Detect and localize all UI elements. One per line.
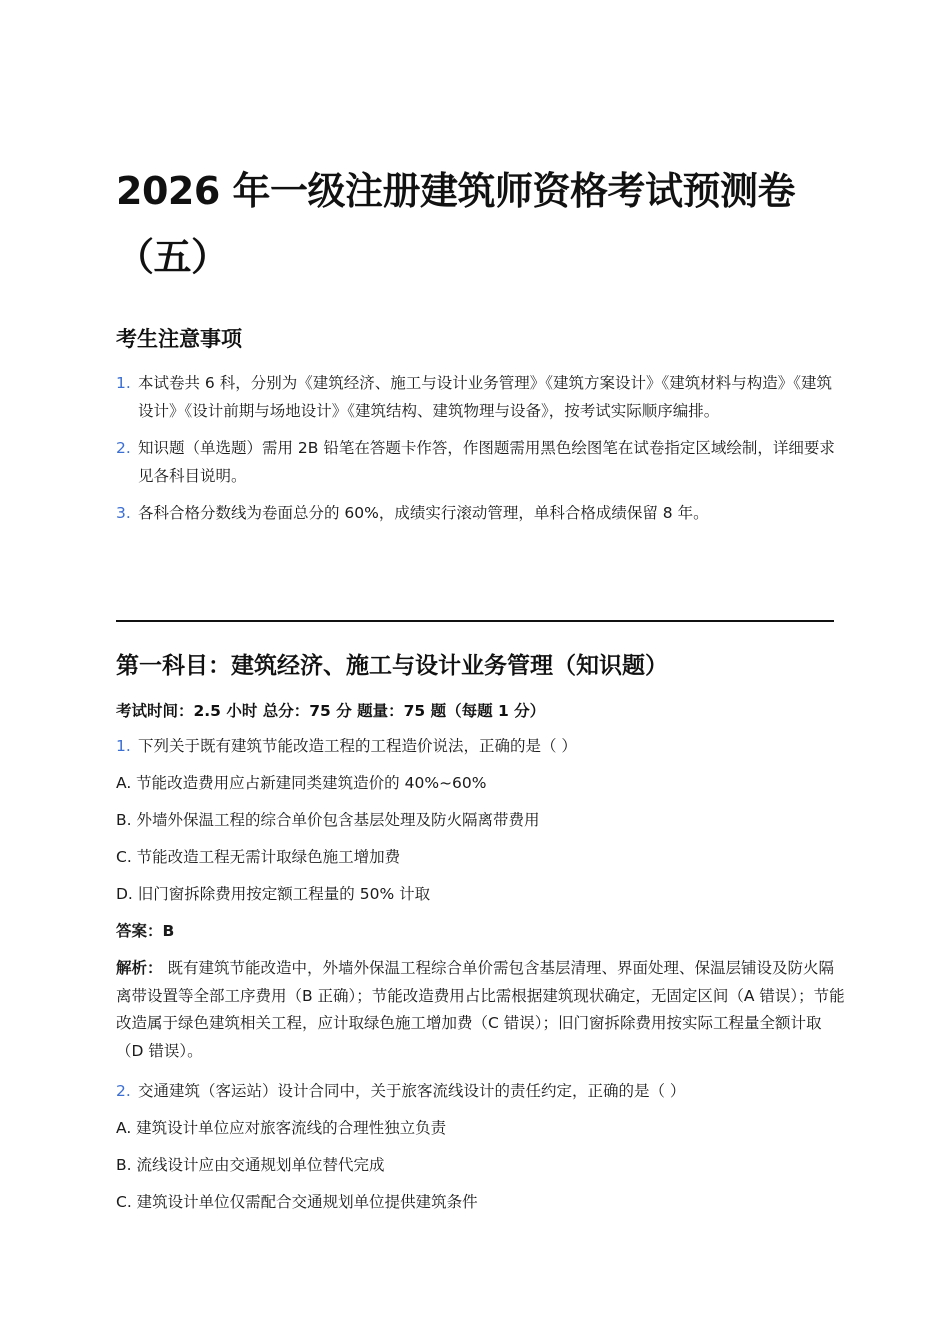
- question-number: 1.: [116, 737, 131, 755]
- answer-value: B: [162, 922, 175, 940]
- option-d: D. 旧门窗拆除费用按定额工程量的 50% 计取: [116, 885, 431, 903]
- option-b: B. 流线设计应由交通规划单位替代完成: [116, 1156, 385, 1174]
- answer-line: [116, 918, 846, 945]
- question-number: 2.: [116, 1082, 131, 1100]
- question-2: [116, 1078, 846, 1226]
- question-stem: [116, 1078, 846, 1105]
- notice-text: 知识题（单选题）需用 2B 铅笔在答题卡作答，作图题需用黑色绘图笔在试卷指定区域绘制，详细要求见各科目说明。: [138, 439, 835, 485]
- option-a: A. 建筑设计单位应对旅客流线的合理性独立负责: [116, 1119, 447, 1137]
- question-1: [116, 733, 846, 1075]
- option-b: B. 外墙外保温工程的综合单价包含基层处理及防火隔离带费用: [116, 811, 540, 829]
- option-a: A. 节能改造费用应占新建同类建筑造价的 40%~60%: [116, 774, 487, 792]
- section-heading: 第一科目：建筑经济、施工与设计业务管理（知识题）: [116, 653, 668, 679]
- notice-text: 本试卷共 6 科，分别为《建筑经济、施工与设计业务管理》《建筑方案设计》《建筑材料与构造》《建筑设计》《设计前期与场地设计》《建筑结构、建筑物理与设备》，按考试实际顺序编排。: [138, 374, 832, 420]
- option-c: C. 建筑设计单位仅需配合交通规划单位提供建筑条件: [116, 1193, 478, 1211]
- notice-item: [116, 435, 838, 490]
- document-title: 2026 年一级注册建筑师资格考试预测卷（五）: [116, 169, 795, 279]
- analysis-paragraph: [116, 955, 846, 1065]
- question-text: 下列关于既有建筑节能改造工程的工程造价说法，正确的是（ ）: [138, 737, 577, 755]
- list-number: 2.: [116, 439, 131, 457]
- notice-text: 各科合格分数线为卷面总分的 60%，成绩实行滚动管理，单科合格成绩保留 8 年。: [138, 504, 709, 522]
- list-number: 1.: [116, 374, 131, 392]
- section-divider: [116, 620, 834, 622]
- notice-item: [116, 370, 838, 425]
- notice-list: [116, 370, 838, 538]
- option-c: C. 节能改造工程无需计取绿色施工增加费: [116, 848, 401, 866]
- question-text: 交通建筑（客运站）设计合同中，关于旅客流线设计的责任约定，正确的是（ ）: [138, 1082, 686, 1100]
- analysis-label: 解析：: [116, 959, 163, 977]
- answer-label: 答案：: [116, 922, 163, 940]
- analysis-text: 既有建筑节能改造中，外墙外保温工程综合单价需包含基层清理、界面处理、保温层铺设及防火隔离带设置等全部工序费用（B 正确）；节能改造费用占比需根据建筑现状确定，无固定区间（A 错误）；节能改造属于绿色建筑相关工程，应计取绿色施工增加费（C 错误）；旧门窗拆除费用按实际工程量全额计取（D 错误）。: [116, 959, 845, 1060]
- list-number: 3.: [116, 504, 131, 522]
- question-stem: [116, 733, 846, 760]
- exam-info: 考试时间：2.5 小时 总分：75 分 题量：75 题（每题 1 分）: [116, 702, 546, 720]
- notice-heading: 考生注意事项: [116, 327, 242, 351]
- notice-item: [116, 500, 838, 528]
